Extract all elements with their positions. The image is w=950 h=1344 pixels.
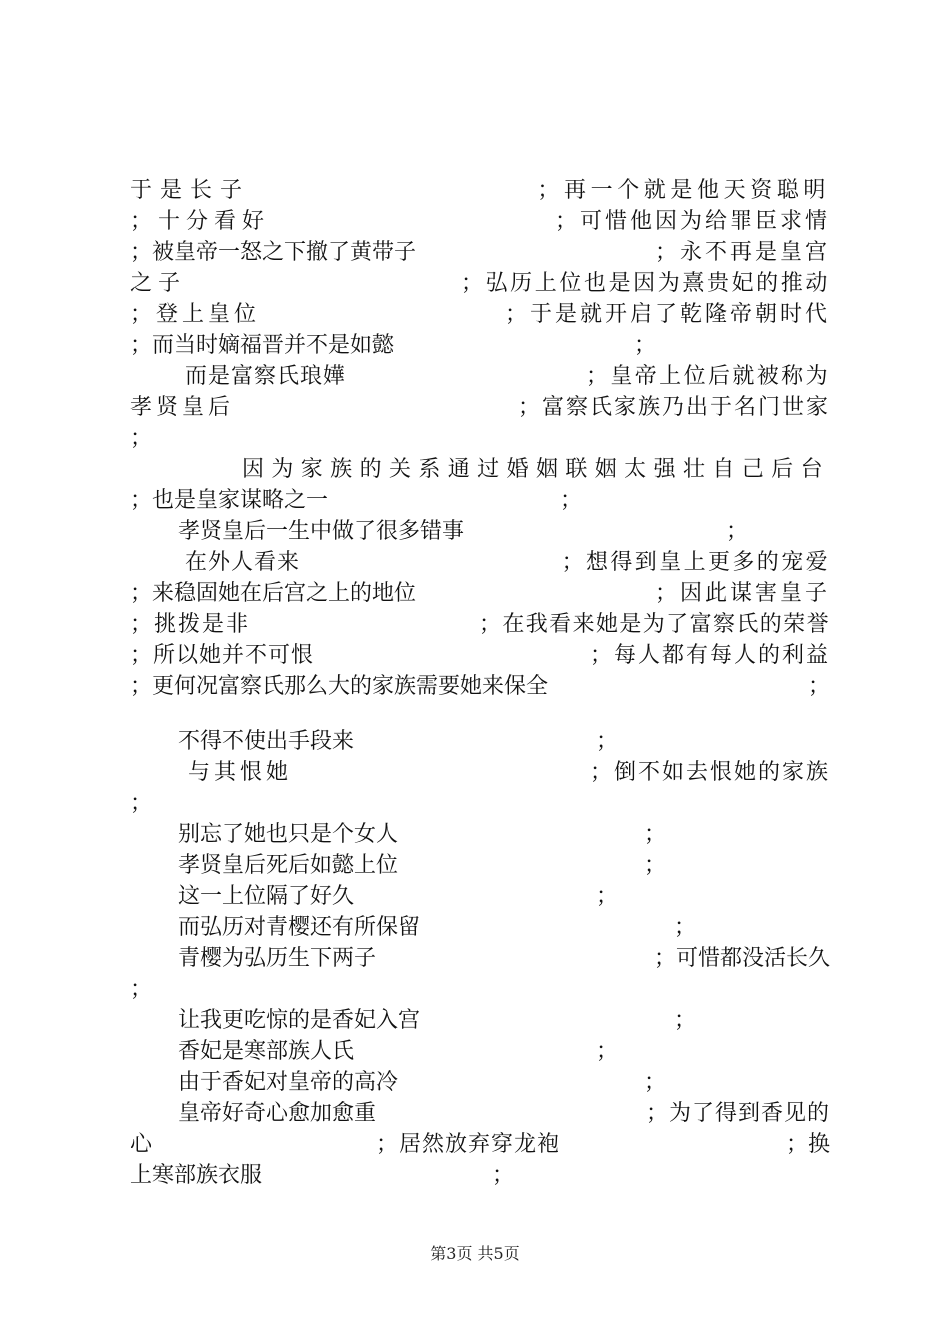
text-line [130, 727, 830, 757]
text-line [130, 913, 830, 943]
text-line [130, 641, 830, 671]
text-segment: ； [492, 1163, 515, 1188]
text-segment: 于是长子 [130, 178, 251, 203]
text-line [130, 610, 830, 640]
text-line [130, 548, 830, 578]
text-segment: 因为家族的关系通过婚姻联姻太强壮自己后台 [241, 457, 830, 482]
text-segment: ；富察氏家族乃出于名门世家 [517, 395, 830, 420]
text-segment: 与其恨她 [188, 760, 293, 785]
text-line [130, 579, 830, 609]
text-segment: ；被皇帝一怒之下撤了黄带子 [130, 240, 417, 265]
text-segment: 孝贤皇后 [130, 395, 235, 420]
text-segment: ；登上皇位 [130, 302, 261, 327]
text-segment: ；挑拨是非 [130, 612, 251, 637]
text-line [130, 672, 830, 702]
text-segment: 这一上位隔了好久 [178, 884, 355, 909]
text-line [130, 944, 830, 974]
text-line [130, 882, 830, 912]
text-line [130, 238, 830, 268]
text-segment: ；在我看来她是为了富察氏的荣誉 [478, 612, 830, 637]
text-line [130, 1037, 830, 1067]
text-line [130, 331, 830, 361]
text-line [130, 207, 830, 237]
text-segment: 之子 [130, 271, 187, 296]
text-segment: ；可惜他因为给罪臣求情 [554, 209, 830, 234]
text-segment: 孝贤皇后一生中做了很多错事 [178, 519, 465, 544]
text-line [130, 1099, 830, 1129]
text-segment: ；更何况富察氏那么大的家族需要她来保全 [130, 674, 549, 699]
text-line [130, 1006, 830, 1036]
text-segment: 在外人看来 [185, 550, 301, 575]
text-segment: ； [634, 333, 657, 358]
text-segment: ；倒不如去恨她的家族 [589, 760, 830, 785]
text-line [130, 789, 830, 819]
text-segment: ；再一个就是他天资聪明 [537, 178, 830, 203]
text-segment: ；十分看好 [130, 209, 271, 234]
text-line [130, 269, 830, 299]
text-line [130, 424, 830, 454]
text-segment: ；来稳固她在后宫之上的地位 [130, 581, 417, 606]
text-segment: ；于是就开启了乾隆帝朝时代 [504, 302, 830, 327]
text-segment: 而是富察氏琅嬅 [185, 364, 347, 389]
text-segment: ； [726, 519, 749, 544]
text-line [130, 820, 830, 850]
text-segment: ； [644, 1070, 667, 1095]
text-line [130, 486, 830, 516]
text-line [130, 1130, 830, 1160]
text-line [130, 300, 830, 330]
text-segment: ； [674, 915, 697, 940]
text-segment: 而弘历对青樱还有所保留 [178, 915, 421, 940]
text-segment: ；也是皇家谋略之一 [130, 488, 329, 513]
text-segment: 皇帝好奇心愈加愈重 [178, 1101, 377, 1126]
text-segment: ； [130, 791, 153, 816]
text-segment: ； [560, 488, 583, 513]
text-line [130, 176, 830, 206]
text-line [130, 455, 830, 485]
text-segment: ；每人都有每人的利益 [589, 643, 830, 668]
text-line [130, 1068, 830, 1098]
text-segment: 不得不使出手段来 [178, 729, 355, 754]
text-segment: ； [644, 853, 667, 878]
text-segment: ；居然放弃穿龙袍 [376, 1132, 561, 1157]
text-segment: 上寒部族衣服 [130, 1163, 263, 1188]
text-segment: ；弘历上位也是因为熹贵妃的推动 [460, 271, 830, 296]
text-segment: ；皇帝上位后就被称为 [585, 364, 830, 389]
text-segment: ； [644, 822, 667, 847]
text-line [130, 851, 830, 881]
page-footer: 第3页 共5页 [430, 1244, 520, 1263]
text-segment: ； [596, 1039, 619, 1064]
text-segment: 别忘了她也只是个女人 [178, 822, 399, 847]
text-line [130, 362, 830, 392]
text-segment: ；换 [785, 1132, 830, 1157]
text-segment: ； [130, 426, 153, 451]
text-segment: ；为了得到香见的 [645, 1101, 830, 1126]
text-segment: 孝贤皇后死后如懿上位 [178, 853, 399, 878]
text-line [130, 975, 830, 1005]
text-segment: ； [596, 884, 619, 909]
text-segment: ； [130, 977, 153, 1002]
text-line [130, 758, 830, 788]
text-segment: ； [807, 674, 830, 699]
text-segment: ；所以她并不可恨 [130, 643, 315, 668]
text-segment: 心 [130, 1132, 153, 1157]
text-segment: ； [596, 729, 619, 754]
text-segment: ；因此谋害皇子 [654, 581, 830, 606]
text-segment: 由于香妃对皇帝的高冷 [178, 1070, 399, 1095]
text-line [130, 1161, 830, 1191]
text-segment: 青樱为弘历生下两子 [178, 946, 377, 971]
text-line [130, 517, 830, 547]
text-segment: 让我更吃惊的是香妃入宫 [178, 1008, 421, 1033]
text-segment: ； [674, 1008, 697, 1033]
text-segment: ；永不再是皇宫 [654, 240, 830, 265]
text-segment: ；想得到皇上更多的宠爱 [561, 550, 830, 575]
text-segment: ；可惜都没活长久 [653, 946, 830, 971]
text-segment: ；而当时嫡福晋并不是如懿 [130, 333, 395, 358]
text-segment: 香妃是寒部族人氏 [178, 1039, 355, 1064]
text-line [130, 393, 830, 423]
